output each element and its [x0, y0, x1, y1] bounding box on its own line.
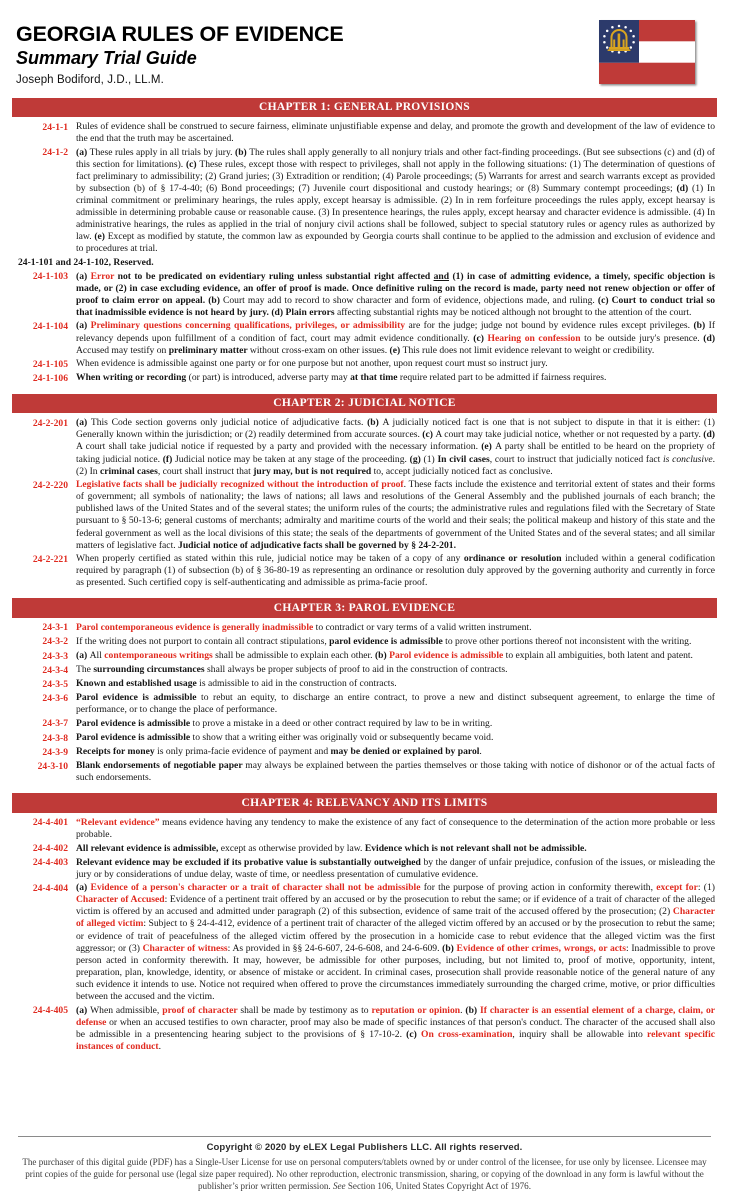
rule-text	[76, 664, 715, 676]
text-segment: or when an accused testifies to own character, proof may also be made of specific instances of that person's conduct. The character of the accused shall also be admissible in a presentencing hearing subject to the provisions of § 17-10-2.	[76, 1016, 715, 1040]
rule-entry	[12, 760, 717, 784]
text-segment: A court shall take judicial notice if requested by a party and provided with the necessary information.	[76, 441, 482, 453]
rule-entry	[12, 553, 717, 589]
rule-text	[76, 1005, 715, 1053]
rule-text	[76, 121, 715, 145]
text-segment: Preliminary questions concerning qualifications, privileges, or admissibility	[90, 320, 409, 332]
text-segment: A judicially noticed fact is one that is not subject to dispute in that it is either: (1) Generally known within the jurisdiction; or (2) readily determined from accurate sources.	[76, 417, 716, 441]
rule-entry	[12, 732, 717, 745]
text-segment: Known and established usage	[76, 678, 200, 690]
text-segment: A court may take judicial notice, whether or not requested by a party.	[435, 429, 704, 441]
rule-number: 24-4-401	[32, 817, 68, 829]
text-segment: These rules, except those with respect to privileges, shall not apply in the following situations: (1) The determination of questions of fact preliminary to admissibility; (2) Grand juries; (3) Extradition or rendition; (4) Parole proceedings; (5) Warrants for arrest and search warrants except as provided by subsection (b) of § 17-4-40; (6) Bond proceedings; (7) Juvenile court dispositional and custody hearings; or (8) Summary contempt proceedings;	[76, 158, 716, 195]
rule-number: 24-3-9	[42, 746, 68, 758]
text-segment: , or (2) in case excluding evidence,	[98, 282, 244, 294]
rule-entry	[12, 746, 717, 759]
chapter-heading: CHAPTER 1: GENERAL PROVISIONS	[12, 98, 717, 118]
text-segment: If relevancy depends upon fulfillment of a condition of fact, court may admit evidence conditionally.	[76, 320, 716, 344]
text-segment: (e)	[481, 441, 496, 453]
text-segment: See	[332, 1181, 346, 1191]
text-segment: : As provided in §§ 24-6-607, 24-6-608, and 24-6-609.	[227, 942, 443, 954]
rule-entry	[12, 622, 717, 635]
text-segment: Evidence of a person's character or a trait of character shall not be admissible	[90, 882, 424, 894]
rule-entry	[12, 320, 717, 356]
page-subtitle: Summary Trial Guide	[16, 48, 197, 69]
text-segment: (g)	[409, 453, 424, 465]
text-segment: to show that a writing either was originally void or subsequently became void.	[192, 732, 494, 744]
text-segment: (b)	[367, 417, 383, 429]
rule-number: 24-1-104	[32, 320, 68, 332]
text-segment: The rules shall apply generally to all nonjury trials and other fact-finding proceedings. (But see subsections (c) and (d) of this section for limitations).	[76, 146, 715, 170]
text-segment: parol evidence is admissible	[329, 635, 446, 647]
rule-entry	[12, 817, 717, 841]
text-segment: All relevant evidence is admissible,	[76, 842, 219, 854]
text-segment: to be outside jury's presence.	[584, 332, 704, 344]
text-segment: to prove other portions thereof not inconsistent with the writing.	[445, 635, 692, 647]
text-segment: .	[346, 282, 352, 294]
rule-text	[76, 882, 715, 1003]
text-segment: Court may add to record to show character and form of evidence, objections made, and ruling.	[222, 294, 598, 306]
rule-entry	[12, 271, 717, 319]
rule-text	[14, 257, 715, 269]
rule-text	[76, 622, 715, 634]
text-segment: surrounding circumstances	[93, 664, 208, 676]
text-segment: Error	[90, 270, 118, 282]
text-segment: Parol evidence is admissible	[76, 732, 193, 744]
rule-entry	[12, 692, 717, 716]
rule-text	[76, 320, 715, 356]
footer-divider	[18, 1136, 711, 1137]
text-segment: an offer of proof is made	[243, 282, 347, 294]
text-segment: (d)	[676, 183, 692, 195]
text-segment: shall always be proper subjects of proof to aid in the construction of contracts.	[207, 664, 508, 676]
rule-number: 24-1-105	[32, 358, 68, 370]
text-segment: (c)	[473, 332, 488, 344]
rule-text	[76, 636, 715, 648]
text-segment: “Relevant evidence”	[76, 816, 163, 828]
rule-number: 24-2-201	[32, 417, 68, 429]
text-segment: is admissible to aid in the construction of contracts.	[199, 678, 397, 690]
text-segment: Rules of evidence shall be construed to secure fairness, eliminate unjustifiable expense and delay, and promote the growth and development of the law of evidence to the end that the truth may be ascertained.	[76, 121, 715, 145]
text-segment: When writing or recording	[76, 372, 189, 384]
text-segment: Character of Accused	[76, 894, 165, 906]
text-segment: Section 106, United States Copyright Act of 1976.	[345, 1181, 531, 1191]
text-segment: relevant specific instances of conduct	[76, 1028, 715, 1052]
rule-number: 24-4-404	[32, 882, 68, 894]
text-segment: The purchaser of this digital guide (PDF) has a Single-User License for use on personal computers/tablets owned by or under control of the licensee, for use only by licensee. Licensee may print copies of the guide for personal use (legal size paper required). No other reproduction, electronic transmission, sharing, or copying of the download in any form is lawful without the publisher’s prior written permission.	[22, 1157, 707, 1191]
text-segment: . These facts include the existence and territorial extent of states and their forms of government; all symbols of nationality; the laws of nations; all laws and resolutions of the General Assembly and the published journals of each branch; the published laws of the United States and of the several states; the uniform rules of the courts; the administrative rules and regulations filed with the Secretary of State pursuant to § 50-13-6; general customs of merchants; admiralty and maritime courts of the world and their seals; the political makeup and history of this state and the federal government as well as the local divisions of this state; the seals of the departments of government of the United States and of the several states; and all similar matters of legislative fact.	[76, 479, 715, 551]
text-segment: , inquiry shall be allowable into	[512, 1028, 648, 1040]
rule-entry	[12, 678, 717, 691]
text-segment: (b)	[235, 146, 250, 158]
text-segment: shall be made by testimony as to	[240, 1004, 372, 1016]
text-segment: : Subject to § 24-4-412, evidence of a pertinent trait of character of the alleged victim offered by an accused or by the prosecution to rebut the same; or evidence of trait of peacefulness of the alleged victim offered by the prosecution in a homicide case to rebut evidence that the alleged victim was the first aggressor; or (3)	[76, 918, 716, 954]
text-segment: When admissible,	[90, 1004, 163, 1016]
rule-number: 24-3-8	[42, 732, 68, 744]
text-segment: (c) Court to conduct trial so that inadmissible evidence is not heard by jury.	[76, 294, 715, 318]
text-segment: affecting substantial rights may be noticed although not brought to the attention of the court.	[337, 306, 692, 318]
text-segment: by the danger of unfair prejudice, confusion of the issues, or misleading the jury or by considerations of undue delay, waste of time, or needless presentation of cumulative evidence.	[76, 856, 715, 880]
text-segment: are for the judge; judge not bound by evidence rules except privileges.	[408, 320, 694, 332]
text-segment: shall be admissible to explain each other.	[215, 650, 375, 662]
text-segment: (c)	[406, 1028, 421, 1040]
text-segment: require related part to be admitted if fairness requires.	[399, 372, 607, 384]
text-segment: proof of character	[162, 1004, 241, 1016]
text-segment: All	[89, 650, 105, 662]
text-segment: Blank endorsements of negotiable paper	[76, 760, 246, 772]
text-segment: Parol evidence is admissible	[389, 650, 506, 662]
rule-text	[76, 817, 715, 841]
rule-number: 24-3-6	[42, 692, 68, 704]
rule-number: 24-4-405	[32, 1005, 68, 1017]
text-segment: (a)	[76, 146, 90, 158]
text-segment: except as otherwise provided by law.	[218, 842, 365, 854]
georgia-flag-icon	[599, 20, 695, 84]
text-segment: (a)	[76, 882, 91, 894]
text-segment: The	[76, 664, 94, 676]
text-segment: (d)	[703, 429, 716, 441]
rule-entry	[12, 843, 717, 856]
text-segment: Relevant evidence may be excluded if its probative value is substantially outweighed	[76, 856, 424, 868]
text-segment: (1)	[423, 453, 438, 465]
text-segment: Character of alleged victim	[76, 906, 715, 930]
text-segment: (a)	[76, 270, 91, 282]
author-name: Joseph Bodiford, J.D., LL.M.	[16, 73, 164, 86]
rule-text	[76, 718, 715, 730]
rule-text	[76, 692, 715, 716]
chapter-heading: CHAPTER 3: PAROL EVIDENCE	[12, 598, 717, 618]
rule-text	[76, 147, 715, 256]
rule-number: 24-1-106	[32, 372, 68, 384]
rule-entry	[12, 636, 717, 649]
rule-text	[76, 372, 715, 384]
text-segment: may be denied or explained by parol	[330, 746, 480, 758]
text-segment: 24-1-101 and 24-1-102, Reserved.	[18, 257, 154, 269]
rule-number: 24-1-2	[42, 147, 68, 159]
rule-entry	[12, 257, 717, 269]
chapters-container	[12, 86, 717, 1055]
text-segment: not to be predicated on evidentiary ruling	[117, 270, 298, 282]
text-segment: : Inadmissible to prove person acted in conformity therewith. It may, however, be admissible for other purposes, including, but not limited to, proof of motive, opportunity, intent, preparation, plan, knowledge, identity, or absence of mistake or accident. In criminal cases, prosecution shall provide reasonable notice of the general nature of any such evidence it intends to use. Notice not required when offered to prove the circumstances immediately surrounding the charged crime, motive, or prior difficulties between the accused and the victim.	[76, 942, 715, 1002]
rule-text	[76, 271, 715, 319]
text-segment: When properly certified as stated within this rule, judicial notice may be taken of a copy of any	[76, 553, 464, 565]
rule-entry	[12, 857, 717, 881]
document-masthead	[12, 14, 717, 86]
text-segment: preliminary matter	[168, 344, 250, 356]
text-segment: (b)	[693, 320, 709, 332]
text-segment: When evidence is admissible against one party or for one purpose but not another, upon request court must so instruct jury.	[76, 358, 548, 370]
chapter-heading: CHAPTER 4: RELEVANCY AND ITS LIMITS	[12, 793, 717, 813]
text-segment: (d)	[703, 332, 716, 344]
text-segment: (d) Plain errors	[271, 306, 337, 318]
rule-text	[76, 732, 715, 744]
rule-number: 24-3-4	[42, 664, 68, 676]
rule-number: 24-3-2	[42, 636, 68, 648]
text-segment: Except as modified by statute, the common law as expounded by Georgia courts shall continue to be applied to the admission and exclusion of evidence and to procedures at trial.	[76, 231, 716, 255]
rule-number: 24-3-7	[42, 718, 68, 730]
title-block	[16, 18, 344, 86]
text-segment: to contradict or vary terms of a valid written instrument.	[315, 621, 532, 633]
text-segment: for the purpose of proving action in conformity therewith,	[423, 882, 657, 894]
text-segment: (b)	[442, 942, 457, 954]
rule-entry	[12, 664, 717, 677]
text-segment: (f)	[162, 453, 176, 465]
text-segment: This Code section governs only judicial notice of adjudicative facts.	[90, 417, 368, 429]
text-segment: ordinance or resolution	[463, 553, 566, 565]
text-segment: A party shall be entitled to be heard on the propriety of taking judicial notice.	[76, 441, 716, 465]
text-segment: Once definitive ruling on the record is made, party need not renew objection or offer of proof to claim error on appeal.	[76, 282, 716, 306]
text-segment: to, accept judicially noticed fact as conclusive.	[373, 465, 553, 477]
page-footer	[12, 1126, 717, 1194]
text-segment: unless substantial right affected	[297, 270, 434, 282]
rule-text	[76, 857, 715, 881]
rule-number: 24-3-1	[42, 622, 68, 634]
text-segment: (c)	[185, 158, 200, 170]
text-segment: (a)	[76, 1004, 91, 1016]
rule-number: 24-1-1	[42, 121, 68, 133]
rule-number: 24-2-221	[32, 553, 68, 565]
rule-text	[76, 760, 715, 784]
rule-entry	[12, 358, 717, 371]
rule-number: 24-3-3	[42, 650, 68, 662]
page-title: GEORGIA RULES OF EVIDENCE	[16, 22, 344, 46]
text-segment: to rebut an equity, to discharge an entire contract, to prove a new and distinct subsequent agreement, to enlarge the time of performance, or to change the place of performance.	[76, 692, 716, 716]
text-segment: Judicial notice may be taken at any stage of the proceeding.	[175, 453, 410, 465]
rule-entry	[12, 718, 717, 731]
rule-text	[76, 678, 715, 690]
rule-text	[76, 417, 715, 477]
rule-number: 24-4-403	[32, 857, 68, 869]
text-segment: Parol evidence is admissible	[76, 692, 202, 704]
rule-entry	[12, 882, 717, 1003]
text-segment: .	[479, 746, 482, 758]
rule-text	[76, 843, 715, 855]
text-segment: . (2) In	[76, 453, 715, 477]
text-segment: If character is an essential element of a charge, claim, or defense	[76, 1004, 716, 1028]
text-segment: to explain all ambiguities, both latent and patent.	[505, 650, 693, 662]
text-segment: .	[158, 1040, 162, 1052]
text-segment: Evidence of other crimes, wrongs, or acts	[456, 942, 626, 954]
text-segment: except for	[656, 882, 698, 894]
text-segment: Accused may testify on	[76, 344, 169, 356]
text-segment: Judicial notice of adjudicative facts shall be governed by § 24-2-201.	[178, 539, 456, 551]
text-segment: On cross-examination	[421, 1028, 513, 1040]
rule-entry	[12, 372, 717, 385]
license-notice	[18, 1156, 711, 1192]
rule-entry	[12, 147, 717, 256]
copyright-notice: Copyright © 2020 by eLEX Legal Publishers LLC. All rights reserved.	[206, 1142, 523, 1153]
text-segment: reputation or opinion	[371, 1004, 461, 1016]
text-segment: and	[433, 270, 450, 282]
text-segment: Parol evidence is admissible	[76, 717, 193, 729]
rule-number: 24-1-103	[32, 271, 68, 283]
rule-text	[76, 553, 715, 589]
text-segment: If the writing does not purport to contain all contract stipulations,	[76, 635, 330, 647]
text-segment: .	[460, 1004, 466, 1016]
text-segment: : (1)	[697, 882, 715, 894]
rule-entry	[12, 121, 717, 145]
rule-text	[76, 479, 715, 551]
text-segment: is only prima-facie evidence of payment and	[157, 746, 331, 758]
text-segment: (1) in case of admitting evidence, a	[449, 270, 603, 282]
text-segment: Character of witness	[142, 942, 228, 954]
rule-entry	[12, 650, 717, 663]
text-segment: , court to instruct that judicially noticed fact	[489, 453, 663, 465]
rule-text	[76, 746, 715, 758]
text-segment: , court shall instruct that	[157, 465, 254, 477]
text-segment: (b)	[374, 650, 390, 662]
text-segment: (or part) is introduced, adverse party may	[188, 372, 351, 384]
text-segment: : Evidence of a pertinent trait offered by an accused or by the prosecution to rebut the same; or if evidence of a trait of character of the alleged victim is offered by an accused and admitted under paragraph (2) of this subsection, evidence of same trait of the accused offered by the prosecution; (2)	[76, 894, 715, 918]
text-segment: is conclusive	[663, 453, 713, 465]
text-segment: These rules apply in all trials by jury.	[89, 146, 236, 158]
text-segment: criminal cases	[99, 465, 158, 477]
text-segment: Receipts for money	[76, 746, 158, 758]
text-segment: (a)	[76, 650, 90, 662]
georgia-state-flag	[599, 20, 695, 84]
rule-entry	[12, 417, 717, 477]
text-segment: may always be explained between the parties themselves or those taking with notice of dishonor or of the actual facts of such endorsements.	[76, 760, 715, 784]
text-segment: (b)	[208, 294, 223, 306]
text-segment: Evidence which is not relevant shall not be admissible.	[364, 842, 587, 854]
rule-number: 24-3-10	[37, 760, 68, 772]
text-segment: (e)	[94, 231, 108, 243]
text-segment: (1) In criminal commitment or preliminary hearings, the rules apply, except hearsay is admissible. (2) In in rem forfeiture proceedings the rules apply, except hearsay is admissible in determining probable cause or reasonable cause. (3) In presentence hearings, the rules apply, except hearsay and character evidence is admissible. (4) In administrative hearings, the rules as applied in the trial of nonjury civil actions shall be followed, subject to special statutory rules or agency rules as authorized by law.	[76, 183, 716, 243]
rule-number: 24-2-220	[32, 479, 68, 491]
chapter-heading: CHAPTER 2: JUDICIAL NOTICE	[12, 394, 717, 414]
text-segment: without cross-exam on other issues.	[249, 344, 390, 356]
text-segment: Hearing on confession	[487, 332, 585, 344]
rule-text	[76, 650, 715, 662]
text-segment: (c)	[422, 429, 436, 441]
text-segment: at that time	[350, 372, 400, 384]
text-segment: Legislative facts shall be judicially recognized without the introduction of proof	[76, 479, 404, 491]
text-segment: In civil cases	[437, 453, 490, 465]
text-segment: to prove a mistake in a deed or other contract required by law to be in writing.	[192, 717, 493, 729]
text-segment: jury may, but is not required	[253, 465, 374, 477]
text-segment: (b)	[465, 1004, 481, 1016]
text-segment: included within a general codification required by paragraph (1) of subsection (b) of § 36-80-19 as representing an ordinance or resolution duly approved by the governing authority and currently in force as presented. Such certified copy is self-authenticating and admissible as prima-facie proof.	[76, 553, 715, 589]
text-segment: Parol contemporaneous evidence is generally inadmissible	[76, 621, 316, 633]
text-segment: This rule does not limit evidence relevant to weight or credibility.	[402, 344, 655, 356]
text-segment: contemporaneous writings	[104, 650, 216, 662]
text-segment: (a)	[76, 417, 91, 429]
text-segment: (a)	[76, 320, 91, 332]
rule-number: 24-4-402	[32, 843, 68, 854]
text-segment: means evidence having any tendency to make the existence of any fact of consequence to the determination of the action more probable or less probable.	[76, 816, 715, 840]
rule-entry	[12, 1005, 717, 1053]
text-segment: (e)	[389, 344, 403, 356]
text-segment: timely, specific objection is made	[76, 270, 716, 294]
rule-number: 24-3-5	[42, 678, 68, 690]
rule-entry	[12, 479, 717, 551]
rule-text	[76, 358, 715, 370]
